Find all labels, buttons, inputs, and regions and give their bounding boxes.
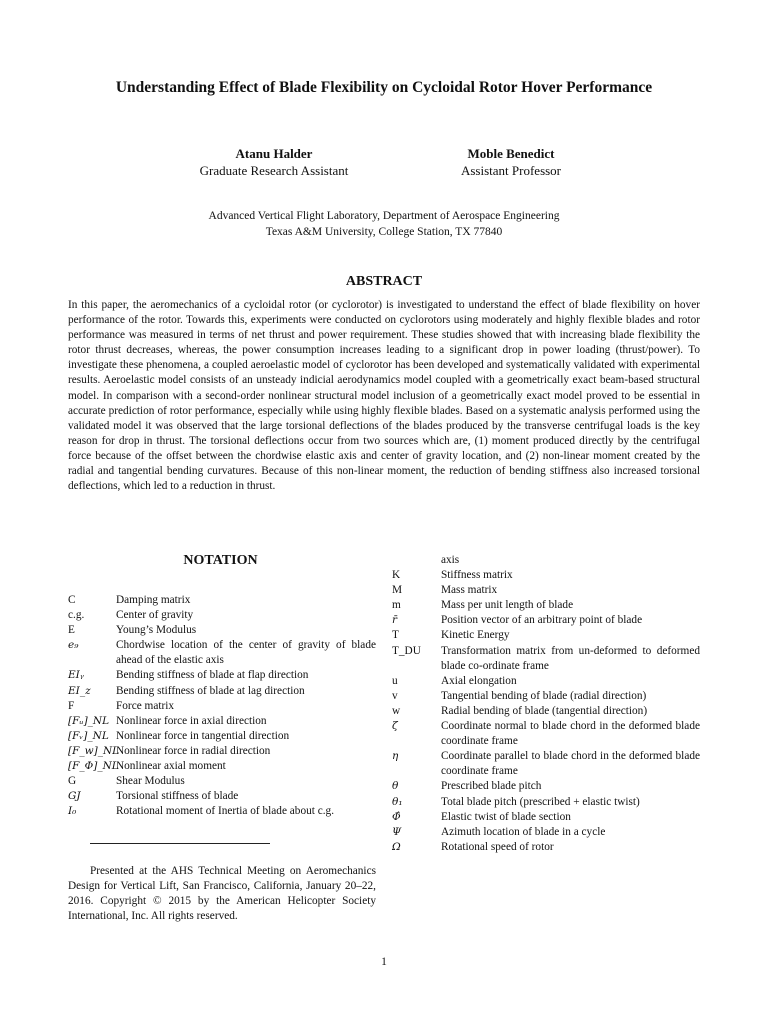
author-name: Moble Benedict [467, 146, 555, 161]
notation-heading: NOTATION [183, 553, 258, 568]
affiliation-line: Texas A&M University, College Station, TX 77840 [265, 225, 503, 238]
notation-definition: Center of gravity [116, 609, 194, 622]
notation-definition: Damping matrix [116, 594, 191, 606]
notation-entry [68, 638, 376, 668]
footnote-rule [90, 843, 270, 844]
notation-symbol: u [392, 674, 398, 687]
notation-symbol: EIᵧ [68, 669, 84, 682]
notation-symbol: E [68, 624, 75, 637]
notation-symbol: G [68, 775, 77, 788]
notation-entry [392, 568, 700, 583]
notation-entry [392, 644, 700, 674]
notation-symbol: Ψ [392, 825, 402, 838]
notation-entry [392, 795, 700, 810]
notation-entry [68, 804, 376, 819]
notation-symbol: F [68, 699, 75, 712]
notation-definition: Nonlinear force in radial direction [116, 744, 271, 757]
notation-definition: Azimuth location of blade in a cycle [441, 825, 606, 838]
page-number: 1 [381, 956, 387, 968]
notation-symbol: ζ [392, 720, 398, 733]
notation-entry [392, 840, 700, 855]
notation-entry [392, 779, 700, 794]
notation-entry [392, 825, 700, 840]
notation-definition: Coordinate normal to blade chord in the deformed blade coordinate frame [441, 720, 700, 748]
notation-symbol: [Fᵥ]_NL [68, 729, 109, 742]
notation-symbol: K [392, 569, 401, 582]
notation-symbol: m [392, 599, 401, 612]
notation-entry [392, 628, 700, 643]
notation-entry [392, 674, 700, 689]
notation-definition: Nonlinear force in tangential direction [116, 729, 290, 742]
paper-title: Understanding Effect of Blade Flexibility on Cycloidal Rotor Hover Performance [115, 79, 653, 96]
notation-symbol: θ₁ [392, 795, 403, 808]
notation-entry [392, 583, 700, 598]
notation-entry [68, 729, 376, 744]
notation-symbol: [Fᵤ]_NL [68, 714, 110, 727]
notation-definition: Nonlinear axial moment [116, 760, 226, 773]
author-block [396, 145, 626, 179]
notation-definition: Shear Modulus [116, 775, 185, 788]
notation-symbol: c.g. [68, 609, 85, 622]
notation-entry [392, 810, 700, 825]
notation-symbol: w [392, 704, 401, 717]
notation-definition: Nonlinear force in axial direction [116, 714, 267, 727]
notation-symbol: T [392, 629, 399, 642]
notation-definition: Coordinate parallel to blade chord in the deformed blade coordinate frame [441, 750, 700, 778]
notation-entry [68, 759, 376, 774]
notation-entry [392, 719, 700, 749]
notation-entry [68, 593, 376, 608]
notation-definition: Mass matrix [441, 584, 498, 597]
notation-definition: Radial bending of blade (tangential direction) [441, 704, 648, 717]
notation-definition: Rotational speed of rotor [441, 840, 554, 853]
author-block [159, 145, 389, 179]
notation-entry [392, 613, 700, 628]
notation-symbol: I₀ [68, 805, 77, 818]
notation-entry [392, 689, 700, 704]
notation-definition: Prescribed blade pitch [441, 780, 542, 793]
notation-definition: Force matrix [116, 699, 175, 712]
notation-definition: Bending stiffness of blade at flap direction [116, 669, 309, 682]
notation-definition: Mass per unit length of blade [441, 599, 574, 612]
notation-definition: Torsional stiffness of blade [116, 790, 239, 803]
notation-definition: Stiffness matrix [441, 569, 513, 582]
notation-definition: Tangential bending of blade (radial direction) [441, 689, 647, 702]
notation-definition: Position vector of an arbitrary point of blade [441, 614, 643, 627]
footnote-text: Presented at the AHS Technical Meeting on Aeromechanics Design for Vertical Lift, San Francisco, California, January 20–22, 2016. Copyright © 2015 by the American Helicopter Society International, Inc. All rights reserved. [68, 865, 376, 923]
notation-symbol: T_DU [392, 644, 421, 657]
notation-definition: Chordwise location of the center of gravity of blade ahead of the elastic axis [116, 639, 376, 667]
notation-symbol: M [392, 584, 403, 597]
notation-symbol: Ω [392, 840, 401, 853]
author-name: Atanu Halder [235, 146, 313, 161]
notation-entry [68, 668, 376, 683]
notation-symbol: [F_Φ]_NL [68, 760, 119, 773]
notation-definition: Bending stiffness of blade at lag direction [116, 684, 305, 697]
abstract-text: In this paper, the aeromechanics of a cycloidal rotor (or cyclorotor) is investigated to understand the effect of blade flexibility on hover performance of the rotor. Towards this, experiments were conducted on cyclorotors using moderately and highly flexible blades and rotor performance was measured in terms of net thrust and power requirement. These studies showed that with increasing blade flexibility the rotor thrust decreases, whereas, the power consumption increases leading to a significant drop in power loading (thrust/power). To investigate these phenomena, a coupled aeroelastic model of cyclorotor has been developed and systematically validated with experimental results. Aeroelastic model consists of an unsteady indicial aerodynamics model coupled with a geometrically exact beam-based structural model. In comparison with a second-order nonlinear structural model inclusion of a geometrically exact model proved to be essential in accurate prediction of rotor performance, especially while using highly flexible blades. Based on a systematic analysis performed using the validated model it was observed that the large torsional deflections of the blades produced by the transverse centrifugal loads is the key reason for drop in thrust. The torsional deflections occur from two sources which are, (1) moment produced directly by the centrifugal force because of the offset between the chordwise elastic axis and center of gravity location, and (2) non-linear moment created by the radial and tangential bending curvatures. Because of this non-linear moment, the reduction of bending stiffness also increased torsional deflections, which led to a reduction in thrust. [68, 299, 700, 493]
notation-symbol: θ [392, 780, 399, 793]
notation-entry [392, 598, 700, 613]
notation-definition: Rotational moment of Inertia of blade about c.g. [116, 805, 335, 818]
notation-continuation: axis [441, 554, 460, 566]
affiliation [120, 209, 648, 240]
notation-entry [68, 774, 376, 789]
notation-symbol: r̄ [392, 614, 398, 627]
notation-definition: Transformation matrix from un-deformed to deformed blade co-ordinate frame [441, 644, 700, 672]
notation-symbol: C [68, 594, 76, 606]
notation-entry [392, 749, 700, 779]
abstract-heading: ABSTRACT [345, 274, 423, 289]
author-role: Assistant Professor [460, 163, 562, 178]
notation-symbol: e₉ [68, 639, 79, 652]
notation-entry [392, 704, 700, 719]
notation-symbol: EI_z [68, 684, 91, 697]
notation-symbol: v [392, 689, 398, 702]
notation-definition: Elastic twist of blade section [441, 810, 571, 823]
notation-entry [68, 623, 376, 638]
notation-entry [68, 714, 376, 729]
notation-symbol: GJ [68, 790, 81, 803]
notation-entry [68, 684, 376, 699]
notation-entry [68, 699, 376, 714]
notation-definition: Young’s Modulus [116, 624, 197, 637]
notation-entry [68, 744, 376, 759]
notation-symbol: Φ̂ [392, 810, 401, 823]
notation-symbol: [F_w]_NL [68, 744, 120, 757]
notation-list-right [392, 553, 700, 855]
notation-definition: Kinetic Energy [441, 629, 510, 642]
notation-definition: Axial elongation [441, 674, 517, 687]
notation-list-left [68, 593, 376, 819]
notation-definition: Total blade pitch (prescribed + elastic twist) [441, 795, 640, 808]
notation-entry [68, 608, 376, 623]
notation-entry [68, 789, 376, 804]
author-role: Graduate Research Assistant [199, 163, 349, 178]
notation-symbol: η [392, 750, 399, 763]
affiliation-line: Advanced Vertical Flight Laboratory, Department of Aerospace Engineering [208, 210, 560, 222]
